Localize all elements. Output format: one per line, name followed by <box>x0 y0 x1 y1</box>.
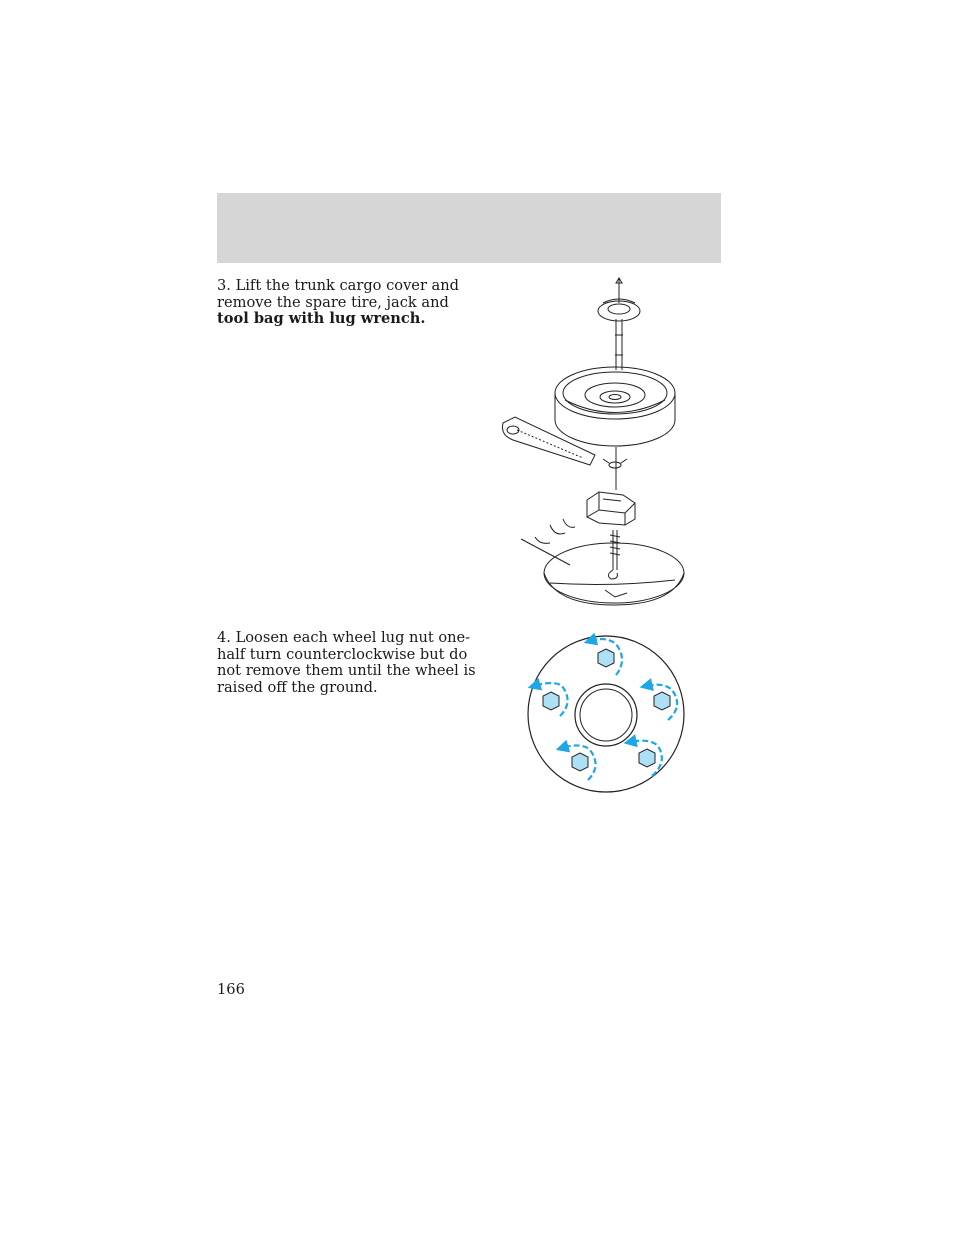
step-3-text <box>217 278 479 328</box>
wheel-lug-nut-diagram <box>520 628 695 800</box>
spare-tire-jack-diagram <box>495 275 695 610</box>
lug-nut-right <box>654 692 670 710</box>
section-header-band <box>217 193 721 263</box>
page-number: 166 <box>217 981 245 998</box>
lug-nut-bottom-left <box>572 753 588 771</box>
lug-nut-top <box>598 649 614 667</box>
step-3-bold: tool bag with lug wrench. <box>217 310 426 327</box>
step-3-plain: 3. Lift the trunk cargo cover and remove the spare tire, jack and <box>217 277 460 311</box>
lug-nut-left <box>543 692 559 710</box>
step-4-plain: 4. Loosen each wheel lug nut one-half turn counterclockwise but do not remove them until the wheel is raised off the ground. <box>217 629 476 696</box>
lug-nut-bottom-right <box>639 749 655 767</box>
step-4-text <box>217 630 479 696</box>
